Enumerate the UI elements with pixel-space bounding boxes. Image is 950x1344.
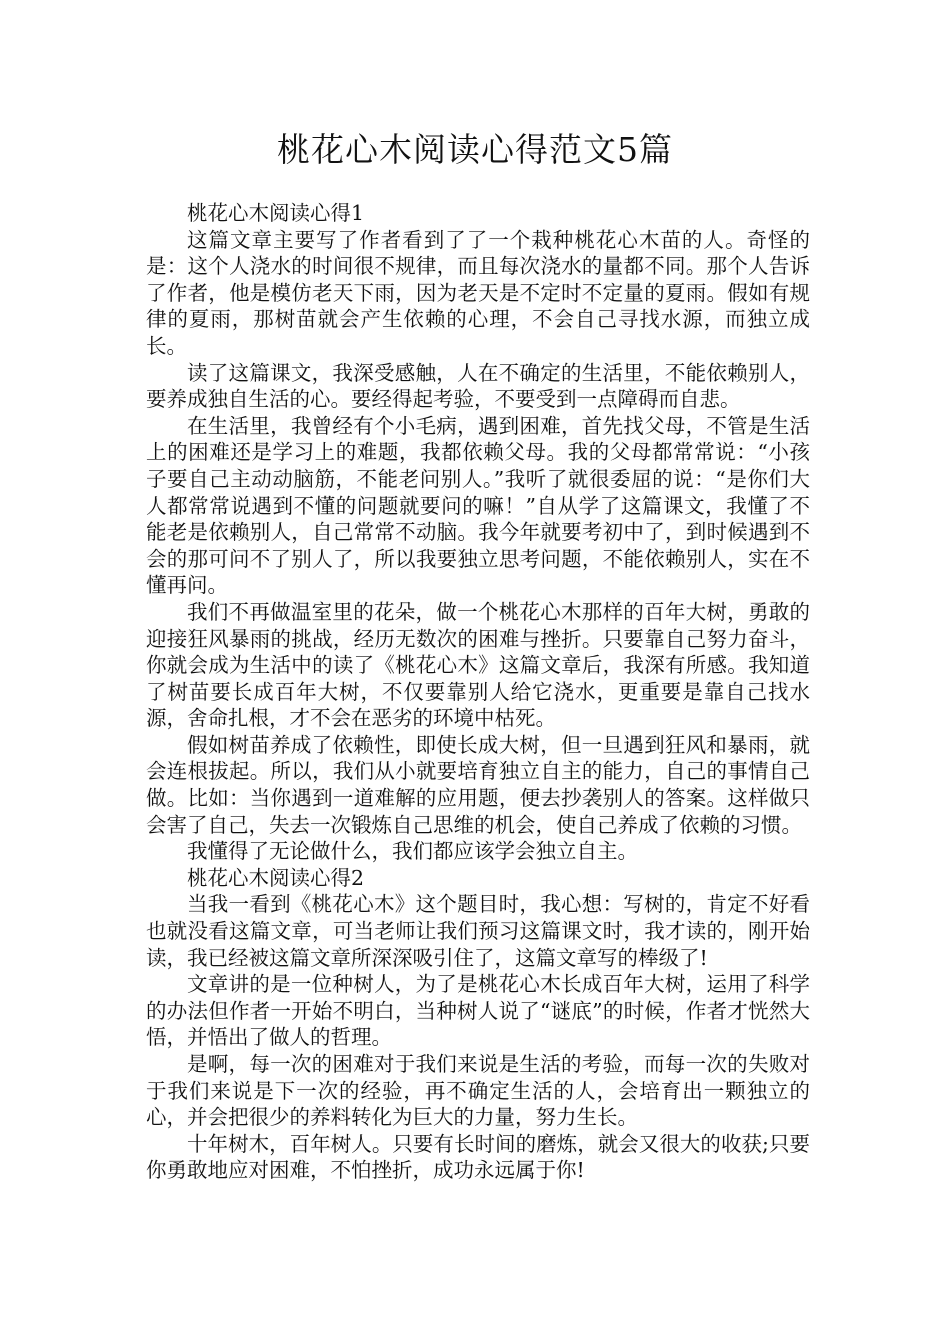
paragraph: 我懂得了无论做什么，我们都应该学会独立自主。 [187,839,638,864]
paragraph: 这篇文章主要写了作者看到了了一个栽种桃花心木苗的人。奇怪的是：这个人浇水的时间很不规律，而且每次浇水的量都不同。那个人告诉了作者，他是模仿老天下雨，因为老天是不定时不定量的夏雨。假如有规律的夏雨，那树苗就会产生依赖的心理，不会自己寻找水源，而独立成长。 [146,227,810,358]
paragraph: 是啊，每一次的困难对于我们来说是生活的考验，而每一次的失败对于我们来说是下一次的经验，再不确定生活的人，会培育出一颗独立的心，并会把很少的养料转化为巨大的力量，努力生长。 [146,1052,810,1130]
document-body [146,200,810,1184]
paragraph: 文章讲的是一位种树人，为了是桃花心木长成百年大树，运用了科学的办法但作者一开始不明白，当种树人说了“谜底”的时候，作者才恍然大悟，并悟出了做人的哲理。 [146,972,810,1050]
document-title: 桃花心木阅读心得范文5篇 [277,130,673,169]
paragraph: 十年树木，百年树人。只要有长时间的磨炼，就会又很大的收获;只要你勇敢地应对困难，不怕挫折，成功永远属于你! [146,1131,810,1183]
paragraph: 假如树苗养成了依赖性，即使长成大树，但一旦遇到狂风和暴雨，就会连根拔起。所以，我们从小就要培育独立自主的能力，自己的事情自己做。比如：当你遇到一道难解的应用题，便去抄袭别人的答案。这样做只会害了自己，失去一次锻炼自己思维的机会，使自己养成了依赖的习惯。 [146,732,810,837]
paragraph: 读了这篇课文，我深受感触，人在不确定的生活里，不能依赖别人，要养成独自生活的心。要经得起考验，不要受到一点障碍而自悲。 [146,360,810,412]
paragraph: 在生活里，我曾经有个小毛病，遇到困难，首先找父母，不管是生活上的困难还是学习上的难题，我都依赖父母。我的父母都常常说：“小孩子要自己主动动脑筋，不能老问别人。”我听了就很委屈的说：“是你们大人都常常说遇到不懂的问题就要问的嘛！”自从学了这篇课文，我懂了不能老是依赖别人，自己常常不动脑。我今年就要考初中了，到时候遇到不会的那可问不了别人了，所以我要独立思考问题，不能依赖别人，实在不懂再问。 [146,413,810,598]
paragraph: 我们不再做温室里的花朵，做一个桃花心木那样的百年大树，勇敢的迎接狂风暴雨的挑战，经历无数次的困难与挫折。只要靠自己努力奋斗，你就会成为生活中的读了《桃花心木》这篇文章后，我深有所感。我知道了树苗要长成百年大树，不仅要靠别人给它浇水，更重要是靠自己找水源，舍命扎根，才不会在恶劣的环境中枯死。 [146,599,810,731]
paragraph: 当我一看到《桃花心木》这个题目时，我心想：写树的，肯定不好看也就没看这篇文章，可当老师让我们预习这篇课文时，我才读的，刚开始读，我已经被这篇文章所深深吸引住了，这篇文章写的棒级了! [146,892,810,970]
section-heading-2: 桃花心木阅读心得2 [187,865,365,890]
section-heading-1: 桃花心木阅读心得1 [187,201,365,225]
